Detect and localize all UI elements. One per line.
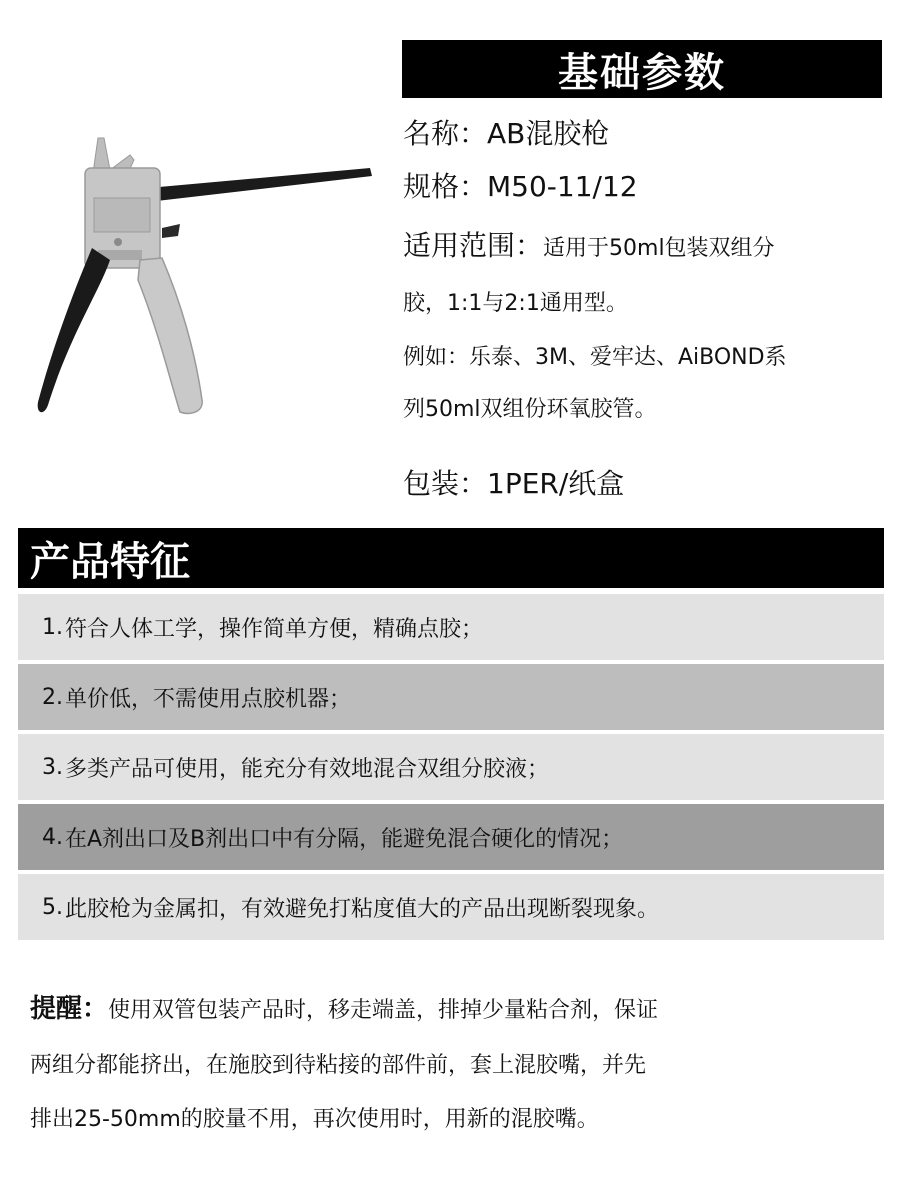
product-name-label: 名称：	[403, 117, 488, 150]
feature-number: 2.	[42, 684, 63, 710]
spec-label: 规格：	[403, 170, 488, 203]
trigger-catch	[162, 224, 180, 238]
feature-item	[18, 734, 884, 800]
spec-value: M50-11/12	[487, 170, 638, 203]
range-value-line2: 胶，1:1与2:1通用型。	[403, 291, 628, 316]
feature-item	[18, 594, 884, 660]
feature-number: 1.	[42, 614, 63, 640]
package-label: 包装：	[403, 467, 488, 500]
feature-text: 此胶枪为金属扣，有效避免打粘度值大的产品出现断裂现象。	[65, 896, 660, 922]
example-line1: 例如：乐泰、3M、爱牢达、AiBOND系	[403, 345, 787, 370]
plunger-rod	[148, 168, 372, 202]
basic-params-header: 基础参数	[402, 40, 882, 98]
range-label: 适用范围：	[403, 229, 544, 262]
product-name-row	[403, 112, 609, 152]
glue-gun-image	[30, 120, 380, 430]
gun-grip	[138, 258, 202, 414]
feature-number: 4.	[42, 824, 63, 850]
body-screw	[114, 238, 122, 246]
feature-text: 多类产品可使用，能充分有效地混合双组分胶液；	[65, 756, 550, 782]
example-line2: 列50ml双组份环氧胶管。	[403, 397, 657, 422]
range-value-line1: 适用于50ml包装双组分	[543, 236, 775, 261]
package-row	[403, 462, 624, 502]
spec-row	[403, 165, 638, 205]
range-row	[403, 224, 775, 264]
tip-label: 提醒：	[30, 994, 109, 1024]
features-header: 产品特征	[18, 528, 884, 588]
product-name-value: AB混胶枪	[487, 117, 610, 150]
feature-item	[18, 804, 884, 870]
feature-item	[18, 664, 884, 730]
feature-text: 单价低，不需使用点胶机器；	[65, 686, 352, 712]
body-panel	[94, 198, 150, 232]
feature-list	[18, 594, 884, 944]
tip-text-line2: 两组分都能挤出，在施胶到待粘接的部件前，套上混胶嘴，并先	[30, 1053, 647, 1078]
tip-text-line3: 排出25-50mm的胶量不用，再次使用时，用新的混胶嘴。	[30, 1107, 599, 1132]
feature-text: 在A剂出口及B剂出口中有分隔，能避免混合硬化的情况；	[65, 826, 624, 852]
feature-number: 3.	[42, 754, 63, 780]
gun-trigger	[38, 248, 110, 412]
tip-line1	[30, 988, 880, 1025]
feature-item	[18, 874, 884, 940]
package-value: 1PER/纸盒	[487, 467, 625, 500]
feature-number: 5.	[42, 894, 63, 920]
feature-text: 符合人体工学，操作简单方便，精确点胶；	[65, 616, 484, 642]
tip-text-line1: 使用双管包装产品时，移走端盖，排掉少量粘合剂，保证	[108, 998, 659, 1023]
